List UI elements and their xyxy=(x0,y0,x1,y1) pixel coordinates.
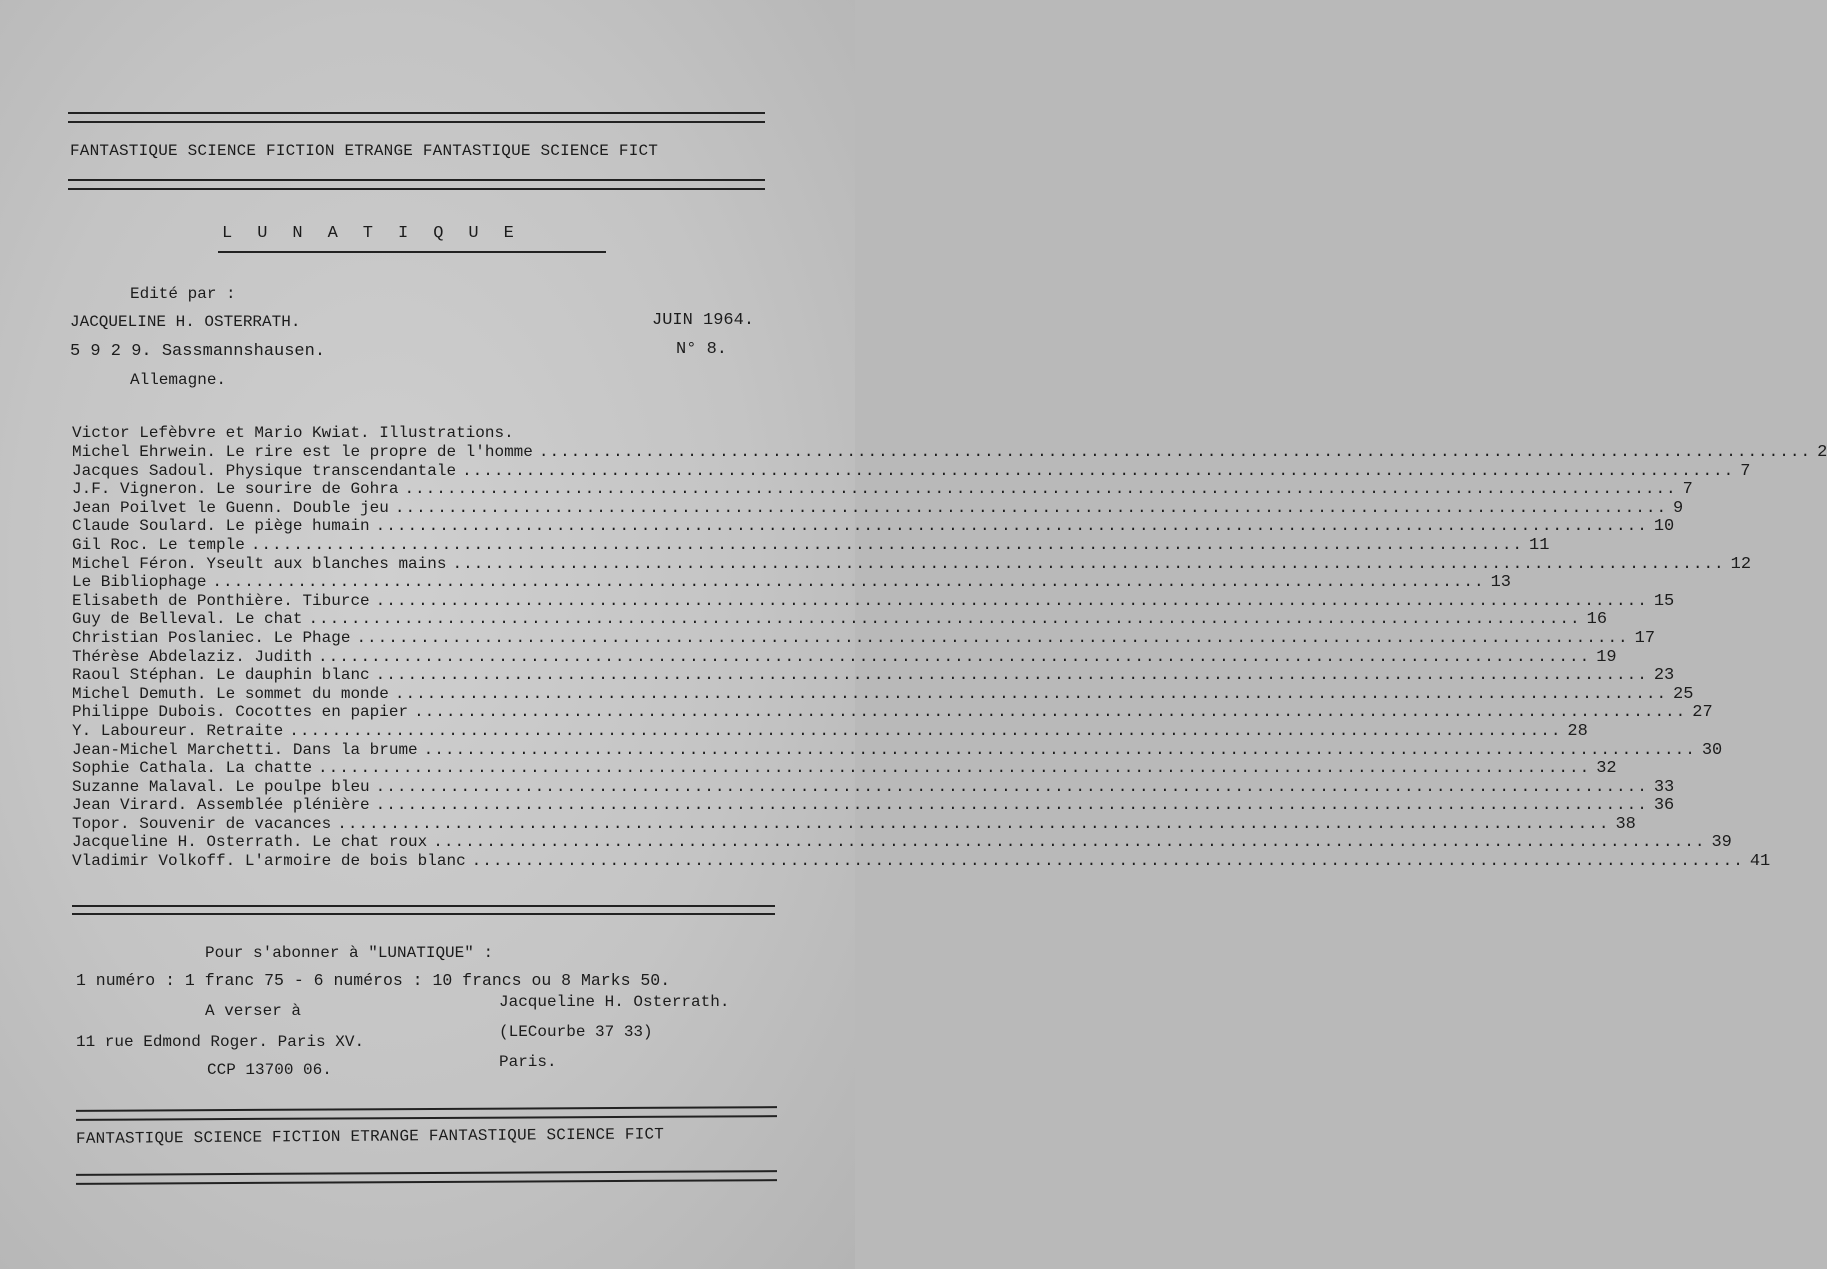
contents-entry-title: Vladimir Volkoff. L'armoire de bois blanc xyxy=(72,852,466,871)
contents-entry-page: 9 xyxy=(1673,498,1684,518)
contents-entry-title: Michel Féron. Yseult aux blanches mains xyxy=(72,554,447,573)
footer-banner: FANTASTIQUE SCIENCE FICTION ETRANGE FANTASTIQUE SCIENCE FICT xyxy=(75,1125,665,1148)
issue-number: N° 8. xyxy=(676,340,728,359)
contents-entry-title: Topor. Souvenir de vacances xyxy=(72,814,332,833)
contents-entry-leader: ........................................................................................................................ xyxy=(375,591,1648,610)
contents-entry xyxy=(72,759,1617,779)
contents-entry-leader: ........................................................................................................................ xyxy=(375,666,1648,685)
contents-entry-page: 38 xyxy=(1615,814,1636,834)
contents-entry xyxy=(72,628,1656,648)
contents-entry xyxy=(72,535,1550,555)
contents-entry xyxy=(72,517,1675,537)
contents-entry-leader: ........................................................................................................................ xyxy=(308,610,1581,629)
contents-entry-leader: ........................................................................................................................ xyxy=(250,535,1524,554)
contents-entry-title: Jean Virard. Assemblée plénière xyxy=(72,796,370,815)
contents-entry-page: 28 xyxy=(1567,721,1588,741)
contents-entry-leader: ........................................................................................................................ xyxy=(452,554,1725,573)
contents-entry-title: J.F. Vigneron. Le sourire de Gohra xyxy=(72,480,399,499)
contents-entry xyxy=(72,721,1588,741)
publisher-name: JACQUELINE H. OSTERRATH. xyxy=(70,313,301,331)
bottom-rule-3 xyxy=(76,1170,777,1176)
contents-entry xyxy=(72,703,1713,723)
header-banner: FANTASTIQUE SCIENCE FICTION ETRANGE FANTASTIQUE SCIENCE FICT xyxy=(70,142,659,160)
contents-entry xyxy=(72,796,1675,816)
contents-entry-leader: ........................................................................................................................ xyxy=(212,573,1485,592)
subscription-heading: Pour s'abonner à "LUNATIQUE" : xyxy=(205,944,494,962)
contents-entry-page: 12 xyxy=(1730,554,1752,574)
title-underline xyxy=(218,251,606,253)
contents-entry-page: 10 xyxy=(1653,517,1675,537)
subscription-price: 1 numéro : 1 franc 75 - 6 numéros : 10 francs ou 8 Marks 50. xyxy=(76,971,671,990)
contents-entry xyxy=(72,591,1675,611)
contents-entry-leader: ........................................................................................................................ xyxy=(375,796,1648,815)
contents-entry-page: 33 xyxy=(1653,777,1675,797)
contents-entry-title: Gil Roc. Le temple xyxy=(72,535,245,554)
contents-entry-leader: ........................................................................................................................ xyxy=(462,461,1735,480)
contents-entry-leader: ........................................................................................................................ xyxy=(337,814,1610,833)
contents-entry-page: 19 xyxy=(1596,647,1617,667)
publisher-address: 5 9 2 9. Sassmannshausen. xyxy=(70,342,326,361)
contents-entry xyxy=(72,777,1675,797)
bottom-rule-2 xyxy=(76,1115,777,1121)
contents-entry-title: Le Bibliophage xyxy=(72,573,207,592)
contents-entry-page: 16 xyxy=(1586,610,1608,630)
contents-entry-leader: ........................................................................................................................ xyxy=(289,721,1562,740)
contents-entry-leader: ........................................................................................................................ xyxy=(318,647,1591,666)
magazine-title: LUNATIQUE xyxy=(222,224,539,243)
contents-entry xyxy=(72,573,1512,593)
contents-entry-page: 30 xyxy=(1701,740,1723,760)
contents-entry-leader: ........................................................................................................................ xyxy=(375,517,1648,536)
subscription-phone: (LECourbe 37 33) xyxy=(499,1023,653,1041)
top-rule-1 xyxy=(68,112,765,114)
contents-entry-title: Guy de Belleval. Le chat xyxy=(72,610,303,629)
contents-entry-title: Philippe Dubois. Cocottes en papier xyxy=(72,703,409,722)
contents-entry-page: 13 xyxy=(1490,573,1512,593)
subscription-ccp: CCP 13700 06. xyxy=(207,1061,332,1079)
contents-entry-page: 41 xyxy=(1749,852,1771,872)
contents-entry-page: 17 xyxy=(1634,628,1656,648)
contents-entry-page: 7 xyxy=(1682,480,1693,500)
top-rule-3 xyxy=(68,179,765,181)
bottom-rule-1 xyxy=(76,1106,777,1112)
contents-entry xyxy=(72,814,1636,834)
contents-entry-page: 25 xyxy=(1673,684,1694,704)
subscription-city: Paris. xyxy=(499,1053,557,1071)
edited-by-label: Edité par : xyxy=(130,285,236,303)
contents-entry-leader: ........................................................................................................................ xyxy=(423,740,1696,759)
contents-entry xyxy=(72,498,1684,518)
contents-entry-title: Y. Laboureur. Retraite xyxy=(72,721,284,740)
contents-entry xyxy=(72,833,1732,853)
contents-entry-page: 27 xyxy=(1692,703,1713,723)
contents-entry-title: Jean-Michel Marchetti. Dans la brume xyxy=(72,740,418,759)
contents-entry xyxy=(72,852,1771,872)
subscription-address: 11 rue Edmond Roger. Paris XV. xyxy=(76,1033,365,1051)
contents-entry-title: Elisabeth de Ponthière. Tiburce xyxy=(72,591,370,610)
contents-entry-leader: ........................................................................................................................ xyxy=(404,480,1677,499)
contents-entry-title: Sophie Cathala. La chatte xyxy=(72,759,313,778)
contents-entry-page: 15 xyxy=(1653,591,1675,611)
contents-entry-leader: ........................................................................................................................ xyxy=(433,833,1706,852)
contents-entry xyxy=(72,647,1617,667)
contents-entry-title: Jacques Sadoul. Physique transcendantale xyxy=(72,461,457,480)
table-of-contents xyxy=(72,424,1827,872)
contents-entry-leader: ........................................................................................................................ xyxy=(471,852,1744,871)
contents-entry xyxy=(72,554,1752,574)
contents-entry xyxy=(72,480,1693,500)
middle-rule-1 xyxy=(72,905,775,907)
contents-entry xyxy=(72,740,1723,760)
contents-entry xyxy=(72,666,1675,686)
contents-entry-page: 2 xyxy=(1817,443,1827,462)
contents-entry-title: Jacqueline H. Osterrath. Le chat roux xyxy=(72,833,428,852)
contents-entry-title: Michel Demuth. Le sommet du monde xyxy=(72,684,389,703)
contents-entry-leader: ........................................................................................................................ xyxy=(538,443,1812,461)
contents-entry-title: Christian Poslaniec. Le Phage xyxy=(72,628,351,647)
contents-entry-page: 36 xyxy=(1653,796,1675,816)
top-rule-2 xyxy=(68,121,765,123)
contents-list xyxy=(72,443,1827,872)
contents-entry-title: Claude Soulard. Le piège humain xyxy=(72,517,370,536)
contents-entry-leader: ........................................................................................................................ xyxy=(394,498,1668,517)
contents-entry-title: Jean Poilvet le Guenn. Double jeu xyxy=(72,498,389,517)
contents-intro: Victor Lefèbvre et Mario Kwiat. Illustrations. xyxy=(72,424,514,442)
publisher-country: Allemagne. xyxy=(130,371,227,389)
contents-entry-title: Raoul Stéphan. Le dauphin blanc xyxy=(72,666,370,685)
contents-entry-leader: ........................................................................................................................ xyxy=(375,777,1648,796)
contents-entry-leader: ........................................................................................................................ xyxy=(414,703,1687,722)
contents-entry-title: Suzanne Malaval. Le poulpe bleu xyxy=(72,777,370,796)
middle-rule-2 xyxy=(72,913,775,915)
contents-entry-title: Thérèse Abdelaziz. Judith xyxy=(72,647,313,666)
contents-entry-page: 23 xyxy=(1653,666,1675,686)
subscription-contact-name: Jacqueline H. Osterrath. xyxy=(499,993,730,1011)
contents-entry-page: 39 xyxy=(1711,833,1732,853)
contents-entry xyxy=(72,443,1827,462)
bottom-rule-4 xyxy=(76,1179,777,1185)
contents-entry-leader: ........................................................................................................................ xyxy=(394,684,1668,703)
contents-entry-leader: ........................................................................................................................ xyxy=(356,628,1629,647)
contents-entry-page: 11 xyxy=(1529,535,1550,555)
issue-date: JUIN 1964. xyxy=(652,311,755,330)
contents-entry-page: 7 xyxy=(1740,461,1751,481)
contents-entry-title: Michel Ehrwein. Le rire est le propre de l'homme xyxy=(72,443,533,461)
contents-entry xyxy=(72,461,1751,481)
subscription-pay-to: A verser à xyxy=(205,1002,302,1020)
contents-entry-leader: ........................................................................................................................ xyxy=(318,759,1591,778)
contents-entry-page: 32 xyxy=(1596,759,1617,779)
top-rule-4 xyxy=(68,188,765,190)
contents-entry xyxy=(72,684,1694,704)
contents-entry xyxy=(72,610,1608,630)
